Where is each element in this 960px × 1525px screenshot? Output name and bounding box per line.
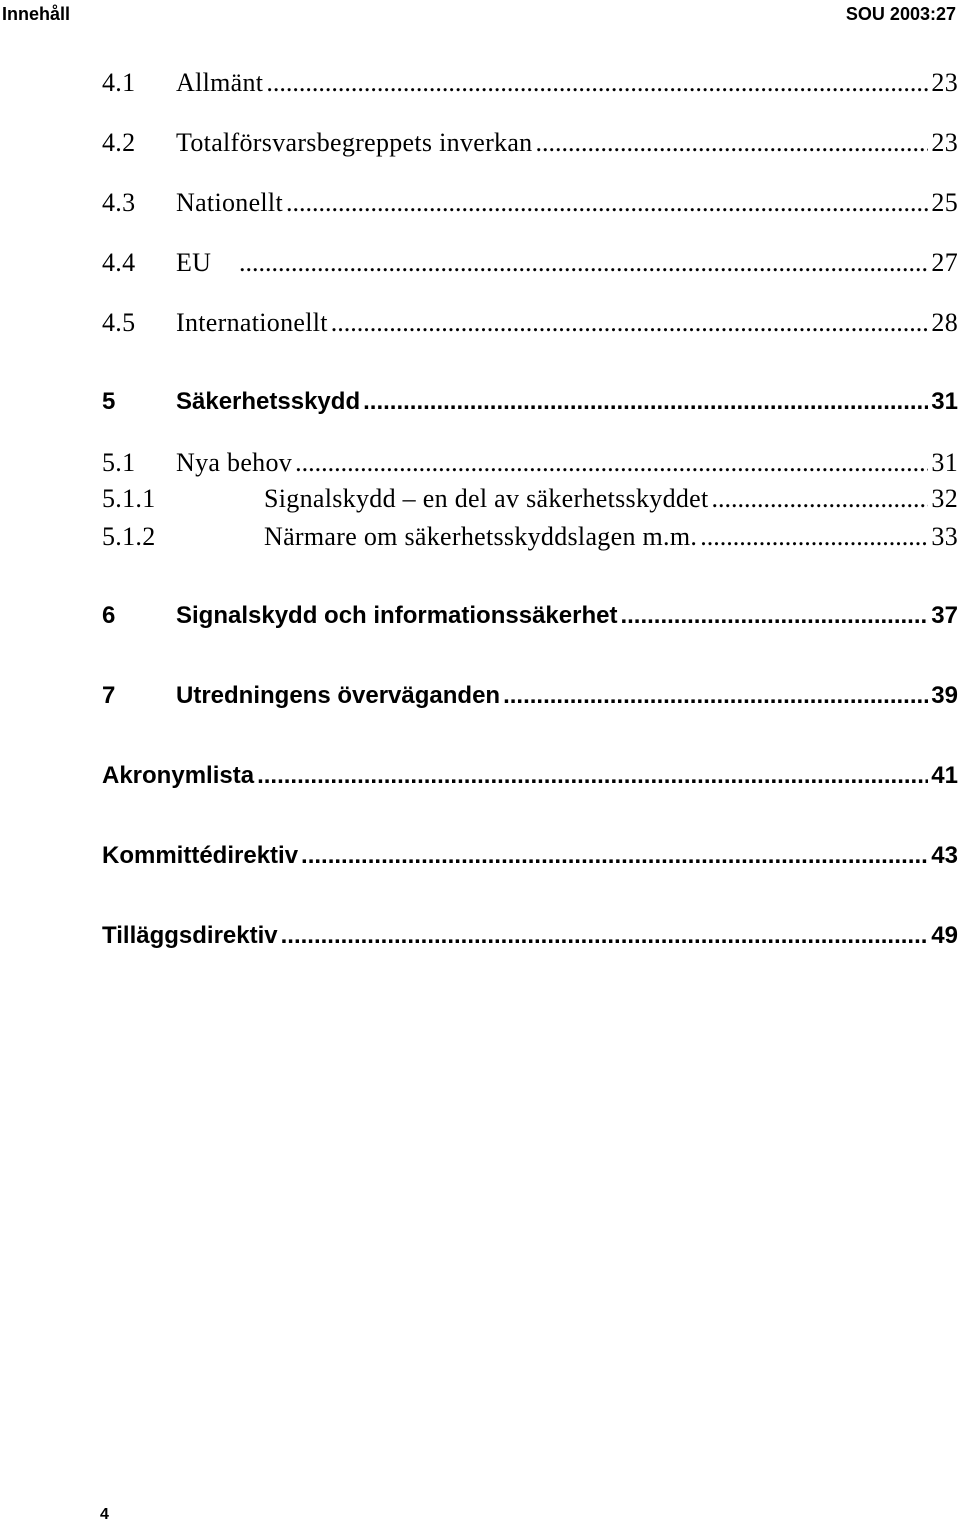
toc-entry-page: 39 bbox=[931, 682, 958, 709]
toc-entry-5-1-1[interactable] bbox=[102, 484, 958, 518]
header-section-title: Innehåll bbox=[2, 4, 71, 24]
toc-entry-number: 4.3 bbox=[102, 188, 136, 217]
toc-entry-number: 5.1.1 bbox=[102, 484, 156, 513]
toc-entry-title: Internationellt bbox=[176, 308, 328, 337]
toc-entry-4-3[interactable] bbox=[102, 188, 958, 222]
toc-entry-page: 28 bbox=[931, 308, 958, 337]
dot-leader bbox=[281, 922, 929, 950]
dot-leader bbox=[536, 128, 929, 158]
toc-entry-page: 37 bbox=[931, 602, 958, 629]
toc-entry-title: Utredningens överväganden bbox=[176, 682, 501, 709]
toc-entry-number: 4.4 bbox=[102, 248, 136, 277]
toc-entry-page: 23 bbox=[931, 128, 958, 157]
toc-entry-4-2[interactable] bbox=[102, 128, 958, 162]
dot-leader bbox=[700, 522, 928, 552]
toc-entry-number: 5 bbox=[102, 388, 116, 415]
toc-entry-title: Närmare om säkerhetsskyddslagen m.m. bbox=[264, 522, 698, 551]
toc-entry-4-5[interactable] bbox=[102, 308, 958, 342]
toc-entry-5-1-2[interactable] bbox=[102, 522, 958, 556]
toc-entry-page: 43 bbox=[931, 842, 958, 869]
dot-leader bbox=[266, 68, 928, 98]
toc-entry-page: 33 bbox=[931, 522, 958, 551]
toc-entry-title: Tilläggsdirektiv bbox=[102, 922, 278, 949]
toc-entry-page: 27 bbox=[931, 248, 958, 277]
toc-entry-title: Nya behov bbox=[176, 448, 293, 477]
toc-entry-title: Nationellt bbox=[176, 188, 283, 217]
dot-leader bbox=[286, 188, 928, 218]
running-header bbox=[0, 4, 960, 26]
dot-leader bbox=[295, 448, 928, 478]
dot-leader bbox=[712, 484, 929, 514]
toc-entry-number: 4.5 bbox=[102, 308, 136, 337]
toc-entry-number: 7 bbox=[102, 682, 116, 709]
toc-entry-number: 4.2 bbox=[102, 128, 136, 157]
toc-entry-page: 32 bbox=[931, 484, 958, 513]
toc-tillaggsdirektiv[interactable] bbox=[102, 922, 958, 956]
toc-entry-title: Signalskydd och informationssäkerhet bbox=[176, 602, 618, 629]
toc-entry-title: Akronymlista bbox=[102, 762, 255, 789]
header-report-number: SOU 2003:27 bbox=[845, 4, 956, 24]
toc-entry-number: 5.1 bbox=[102, 448, 136, 477]
toc-entry-page: 41 bbox=[931, 762, 958, 789]
toc-entry-number: 6 bbox=[102, 602, 116, 629]
toc-entry-title: Allmänt bbox=[176, 68, 264, 97]
toc-chapter-6[interactable] bbox=[102, 602, 958, 636]
toc-kommittedirektiv[interactable] bbox=[102, 842, 958, 876]
toc-entry-page: 31 bbox=[931, 448, 958, 477]
dot-leader bbox=[239, 248, 928, 278]
toc-entry-page: 31 bbox=[931, 388, 958, 415]
toc-entry-page: 25 bbox=[931, 188, 958, 217]
dot-leader bbox=[301, 842, 928, 870]
toc-akronymlista[interactable] bbox=[102, 762, 958, 796]
toc-entry-5-1[interactable] bbox=[102, 448, 958, 482]
dot-leader bbox=[363, 388, 928, 416]
toc-entry-title: EU bbox=[176, 248, 212, 277]
toc-entry-page: 49 bbox=[931, 922, 958, 949]
toc-entry-4-1[interactable] bbox=[102, 68, 958, 102]
page-number: 4 bbox=[100, 1506, 109, 1523]
toc-entry-number: 5.1.2 bbox=[102, 522, 156, 551]
toc-entry-number: 4.1 bbox=[102, 68, 136, 97]
toc-chapter-7[interactable] bbox=[102, 682, 958, 716]
dot-leader bbox=[257, 762, 928, 790]
toc-entry-title: Signalskydd – en del av säkerhetsskyddet bbox=[264, 484, 709, 513]
toc-entry-4-4[interactable] bbox=[102, 248, 958, 282]
dot-leader bbox=[503, 682, 928, 710]
dot-leader bbox=[331, 308, 929, 338]
dot-leader bbox=[620, 602, 928, 630]
toc-entry-page: 23 bbox=[931, 68, 958, 97]
toc-entry-title: Totalförsvarsbegreppets inverkan bbox=[176, 128, 533, 157]
toc-chapter-5[interactable] bbox=[102, 388, 958, 422]
toc-entry-title: Kommittédirektiv bbox=[102, 842, 299, 869]
toc-entry-title: Säkerhetsskydd bbox=[176, 388, 361, 415]
